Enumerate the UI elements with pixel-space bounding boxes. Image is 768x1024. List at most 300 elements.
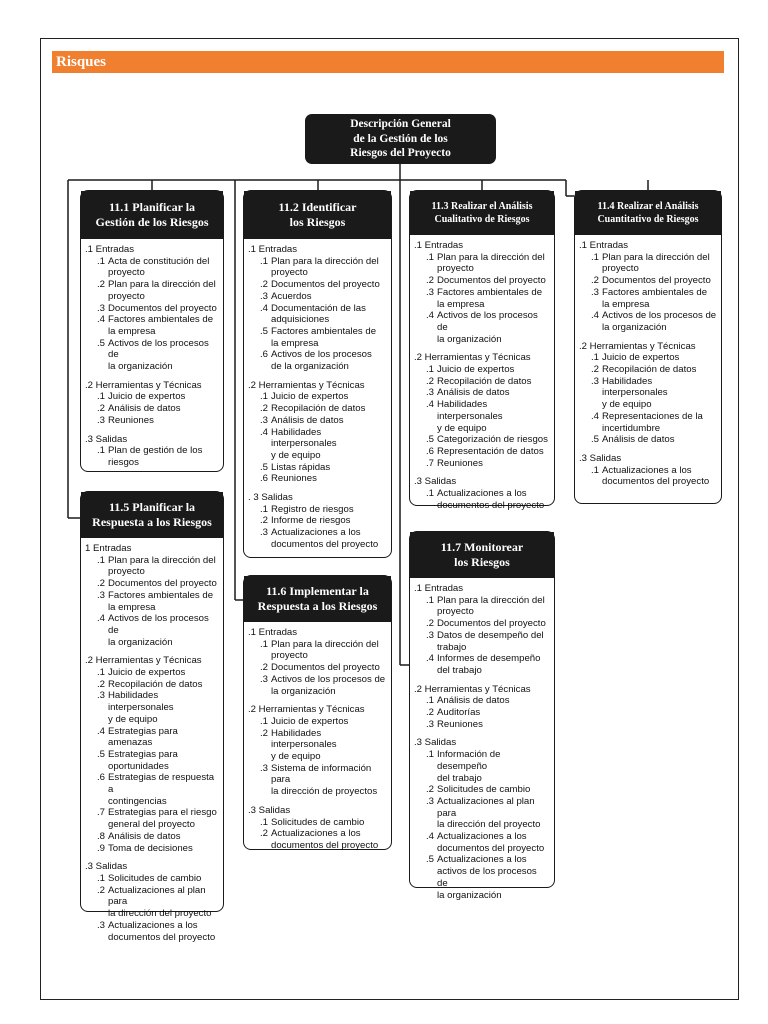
list-item: [248, 403, 387, 415]
section-title: .3 Salidas: [85, 861, 128, 873]
list-item: [85, 445, 219, 468]
item-number: .4: [425, 399, 434, 411]
item-number: .6: [259, 473, 268, 485]
list-item: [414, 653, 550, 676]
item-text: Plan para la dirección del proyecto: [437, 251, 545, 275]
process-box-p11-3: [409, 190, 555, 511]
item-text: Habilidades interpersonales y de equipo: [108, 690, 174, 725]
list-item: [414, 275, 550, 287]
item-number: .4: [96, 314, 105, 326]
section-title: .1 Entradas: [579, 240, 629, 251]
process-title: 11.2 Identificar los Riesgos: [244, 191, 391, 239]
item-text: Estrategias de respuesta a contingencias: [108, 772, 215, 807]
item-number: .5: [425, 434, 434, 446]
list-item: [248, 415, 387, 427]
item-text: Habilidades interpersonales y de equipo: [437, 399, 503, 434]
item-text: Plan para la dirección del proyecto: [108, 279, 216, 302]
item-text: Habilidades interpersonales y de equipo: [271, 426, 337, 461]
item-text: Activos de los procesos de la organización: [271, 673, 386, 697]
item-number: .1: [259, 255, 268, 267]
item-number: .6: [96, 772, 105, 784]
list-item: [414, 796, 550, 831]
section-title: .1 Entradas: [414, 240, 464, 251]
process-section: [579, 240, 717, 334]
list-item: [414, 399, 550, 434]
item-number: .4: [96, 725, 105, 737]
process-title: 11.1 Planificar la Gestión de los Riesgos: [81, 191, 223, 239]
process-body: [575, 235, 721, 492]
section-items: [248, 716, 387, 798]
item-text: Auditorías: [437, 707, 481, 719]
section-items: [414, 488, 550, 511]
item-number: .3: [259, 290, 268, 302]
list-item: [248, 504, 387, 516]
section-title: .1 Entradas: [414, 583, 464, 594]
item-text: Recopilación de datos: [437, 375, 532, 387]
item-text: Activos de los procesos de la organización: [437, 310, 538, 345]
item-number: .3: [425, 718, 434, 730]
item-text: Plan para la dirección del proyecto: [602, 251, 710, 275]
process-body: [81, 239, 223, 473]
section-items: [414, 364, 550, 469]
list-item: [85, 391, 219, 403]
item-number: .2: [96, 403, 105, 415]
list-item: [414, 784, 550, 796]
item-number: .2: [259, 662, 268, 674]
item-text: Listas rápidas: [271, 461, 331, 473]
section-items: [579, 352, 717, 446]
section-items: [248, 391, 387, 485]
item-text: Actualizaciones a los documentos del proyecto: [437, 831, 545, 854]
item-text: Documentos del proyecto: [602, 275, 711, 287]
item-number: .2: [259, 515, 268, 527]
item-text: Plan para la dirección del proyecto: [108, 554, 216, 578]
item-text: Informes de desempeño del trabajo: [437, 653, 541, 676]
list-item: [414, 595, 550, 618]
section-title: .3 Salidas: [248, 804, 291, 816]
process-section: [85, 380, 219, 427]
process-box-p11-6: [243, 575, 392, 850]
item-number: .4: [259, 302, 268, 314]
item-text: Activos de los procesos de la organización: [271, 349, 372, 373]
list-item: [579, 310, 717, 333]
list-item: [414, 630, 550, 653]
list-item: [85, 920, 219, 943]
list-item: [414, 618, 550, 630]
list-item: [248, 462, 387, 474]
list-item: [248, 256, 387, 279]
item-number: .1: [96, 391, 105, 403]
item-number: .4: [259, 426, 268, 438]
process-box-p11-5: [80, 491, 224, 943]
item-text: Juicio de expertos: [108, 391, 186, 403]
item-text: Activos de los procesos de la organización: [602, 310, 717, 333]
process-section: [248, 380, 387, 485]
list-item: [85, 590, 219, 613]
item-text: Actualizaciones al plan para la dirección del proyecto: [108, 884, 212, 920]
item-text: Actualizaciones a los documentos del proyecto: [271, 527, 379, 550]
section-title: .1 Entradas: [248, 627, 298, 638]
item-number: .5: [96, 748, 105, 760]
list-item: [85, 578, 219, 590]
process-box-p11-2: [243, 190, 392, 558]
process-body: [244, 622, 391, 856]
item-text: Reuniones: [437, 718, 483, 730]
list-item: [248, 515, 387, 527]
item-text: Actualizaciones a los documentos del proyecto: [271, 828, 379, 851]
section-title: .2 Herramientas y Técnicas: [579, 340, 696, 352]
list-item: [248, 716, 387, 728]
list-item: [85, 314, 219, 337]
item-number: .3: [96, 414, 105, 426]
list-item: [85, 256, 219, 279]
section-items: [85, 256, 219, 373]
item-text: Factores ambientales de la empresa: [602, 286, 708, 310]
item-text: Solicitudes de cambio: [271, 816, 365, 828]
item-number: .2: [96, 884, 105, 896]
item-number: .1: [590, 251, 599, 263]
item-number: .1: [425, 594, 434, 606]
item-number: .1: [259, 638, 268, 650]
process-section: [85, 244, 219, 373]
process-section: [248, 805, 387, 852]
section-title: .2 Herramientas y Técnicas: [414, 683, 531, 695]
list-item: [85, 667, 219, 679]
process-body: [81, 538, 223, 947]
item-text: Factores ambientales de la empresa: [108, 314, 214, 337]
item-text: Actualizaciones a los documentos del proyecto: [437, 488, 545, 511]
item-text: Factores ambientales de la empresa: [437, 286, 543, 310]
item-number: .2: [425, 618, 434, 630]
item-number: .1: [259, 816, 268, 828]
list-item: [85, 749, 219, 772]
process-title: 11.3 Realizar el Análisis Cualitativo de Riesgos: [410, 191, 554, 235]
item-text: Análisis de datos: [108, 403, 181, 415]
list-item: [85, 726, 219, 749]
item-number: .1: [96, 554, 105, 566]
item-number: .3: [425, 795, 434, 807]
process-title: 11.6 Implementar la Respuesta a los Riesgos: [244, 576, 391, 622]
list-item: [85, 279, 219, 302]
list-item: [248, 303, 387, 326]
process-box-p11-4: [574, 190, 722, 504]
process-title: 11.5 Planificar la Respuesta a los Riesgos: [81, 492, 223, 538]
process-section: [414, 352, 550, 469]
process-box-p11-1: [80, 190, 224, 472]
list-item: [248, 674, 387, 697]
section-items: [85, 873, 219, 943]
section-items: [248, 817, 387, 852]
process-section: [414, 240, 550, 345]
item-number: .4: [425, 653, 434, 665]
item-text: Juicio de expertos: [602, 352, 680, 364]
list-item: [414, 749, 550, 784]
item-text: Recopilación de datos: [108, 678, 203, 690]
item-number: .3: [425, 387, 434, 399]
list-item: [85, 555, 219, 578]
list-item: [579, 364, 717, 376]
item-text: Activos de los procesos de la organización: [108, 337, 209, 373]
item-number: .2: [425, 275, 434, 287]
list-item: [85, 303, 219, 315]
item-number: .1: [96, 872, 105, 884]
item-number: .3: [259, 414, 268, 426]
item-text: Análisis de datos: [437, 387, 510, 399]
list-item: [248, 728, 387, 763]
item-text: Acta de constitución del proyecto: [108, 255, 210, 279]
item-text: Actualizaciones a los documentos del proyecto: [108, 919, 216, 943]
item-text: Categorización de riesgos: [437, 434, 548, 446]
item-text: Reuniones: [108, 414, 154, 426]
item-text: Registro de riesgos: [271, 503, 354, 515]
section-title: 1 Entradas: [85, 543, 132, 554]
list-item: [414, 446, 550, 458]
process-title: 11.7 Monitorear los Riesgos: [410, 532, 554, 578]
item-text: Documentos del proyecto: [108, 578, 217, 590]
item-text: Documentos del proyecto: [437, 275, 546, 287]
list-item: [85, 772, 219, 807]
list-item: [579, 287, 717, 310]
list-item: [579, 376, 717, 411]
process-section: [85, 861, 219, 943]
section-title: .3 Salidas: [579, 452, 622, 464]
list-item: [414, 434, 550, 446]
item-number: .3: [259, 673, 268, 685]
process-section: [85, 434, 219, 469]
item-text: Información de desempeño del trabajo: [437, 749, 501, 784]
item-number: .1: [590, 352, 599, 364]
list-item: [579, 465, 717, 488]
item-text: Juicio de expertos: [108, 667, 186, 679]
list-item: [579, 352, 717, 364]
process-section: [248, 244, 387, 373]
item-number: .9: [96, 842, 105, 854]
list-item: [579, 411, 717, 434]
section-items: [248, 256, 387, 373]
item-text: Recopilación de datos: [602, 364, 697, 376]
item-number: .3: [590, 375, 599, 387]
item-text: Sistema de información para la dirección de proyectos: [271, 762, 378, 798]
list-item: [414, 387, 550, 399]
section-title: .1 Entradas: [85, 244, 135, 255]
process-section: [248, 492, 387, 551]
process-section: [414, 684, 550, 731]
item-text: Documentos del proyecto: [271, 662, 380, 674]
item-number: .3: [425, 286, 434, 298]
list-item: [248, 817, 387, 829]
item-number: .2: [259, 727, 268, 739]
process-section: [414, 583, 550, 677]
item-number: .2: [590, 275, 599, 287]
list-item: [414, 695, 550, 707]
list-item: [85, 415, 219, 427]
list-item: [579, 275, 717, 287]
section-title: . 3 Salidas: [248, 492, 293, 504]
item-text: Actualizaciones al plan para la dirección del proyecto: [437, 795, 541, 831]
item-text: Plan de gestión de los riesgos: [108, 445, 203, 468]
item-text: Reuniones: [271, 473, 317, 485]
item-text: Solicitudes de cambio: [108, 872, 202, 884]
list-item: [85, 831, 219, 843]
item-number: .3: [96, 919, 105, 931]
item-number: .2: [259, 403, 268, 415]
section-items: [85, 555, 219, 649]
list-item: [85, 690, 219, 725]
process-section: [414, 737, 550, 901]
process-section: [579, 341, 717, 446]
item-text: Análisis de datos: [437, 695, 510, 707]
list-item: [414, 488, 550, 511]
item-text: Estrategias para oportunidades: [108, 748, 178, 772]
list-item: [85, 613, 219, 648]
item-text: Informe de riesgos: [271, 515, 351, 527]
section-title: .3 Salidas: [414, 737, 457, 749]
process-section: [579, 453, 717, 488]
item-number: .7: [96, 807, 105, 819]
list-item: [248, 473, 387, 485]
list-item: [248, 279, 387, 291]
item-number: .5: [259, 325, 268, 337]
list-item: [579, 252, 717, 275]
list-item: [414, 707, 550, 719]
item-number: .4: [590, 310, 599, 322]
list-item: [85, 403, 219, 415]
item-number: .1: [96, 255, 105, 267]
item-text: Análisis de datos: [271, 414, 344, 426]
item-number: .4: [96, 613, 105, 625]
section-items: [579, 252, 717, 334]
item-number: .1: [259, 503, 268, 515]
item-number: .6: [259, 349, 268, 361]
list-item: [414, 854, 550, 901]
list-item: [248, 326, 387, 349]
list-item: [85, 843, 219, 855]
list-item: [248, 763, 387, 798]
item-number: .2: [96, 578, 105, 590]
section-items: [414, 252, 550, 346]
list-item: [248, 427, 387, 462]
section-title: .2 Herramientas y Técnicas: [414, 352, 531, 364]
item-text: Documentos del proyecto: [271, 279, 380, 291]
process-section: [248, 627, 387, 697]
item-text: Juicio de expertos: [271, 391, 349, 403]
list-item: [248, 527, 387, 550]
item-number: .2: [96, 279, 105, 291]
item-number: .5: [259, 461, 268, 473]
item-number: .5: [96, 337, 105, 349]
item-text: Acuerdos: [271, 290, 312, 302]
list-item: [414, 252, 550, 275]
process-section: [85, 543, 219, 648]
item-number: .1: [259, 715, 268, 727]
item-text: Solicitudes de cambio: [437, 784, 531, 796]
item-number: .2: [259, 279, 268, 291]
section-title: .2 Herramientas y Técnicas: [85, 379, 202, 391]
item-text: Datos de desempeño del trabajo: [437, 629, 544, 653]
item-number: .2: [425, 784, 434, 796]
list-item: [248, 662, 387, 674]
item-number: .2: [590, 364, 599, 376]
section-items: [414, 695, 550, 730]
item-text: Documentos del proyecto: [108, 302, 217, 314]
list-item: [85, 338, 219, 373]
item-text: Estrategias para el riesgo general del proyecto: [108, 807, 217, 831]
item-text: Juicio de expertos: [437, 364, 515, 376]
item-number: .4: [425, 831, 434, 843]
item-text: Toma de decisiones: [108, 842, 193, 854]
item-number: .2: [96, 678, 105, 690]
section-title: .3 Salidas: [85, 433, 128, 445]
item-text: Activos de los procesos de la organización: [108, 613, 209, 648]
item-number: .1: [425, 364, 434, 376]
section-banner: Risques: [52, 51, 724, 73]
item-text: Habilidades interpersonales y de equipo: [602, 375, 668, 411]
list-item: [579, 434, 717, 446]
list-item: [248, 828, 387, 851]
item-number: .5: [590, 434, 599, 446]
item-number: .3: [96, 302, 105, 314]
item-number: .3: [96, 690, 105, 702]
section-items: [85, 391, 219, 426]
section-items: [414, 749, 550, 901]
item-text: Representación de datos: [437, 445, 544, 457]
section-items: [85, 667, 219, 854]
item-text: Factores ambientales de la empresa: [108, 589, 214, 613]
item-number: .1: [590, 464, 599, 476]
section-items: [248, 504, 387, 551]
item-number: .1: [425, 749, 434, 761]
section-title: .2 Herramientas y Técnicas: [248, 704, 365, 716]
list-item: [248, 349, 387, 372]
item-number: .2: [425, 375, 434, 387]
list-item: [85, 873, 219, 885]
item-number: .1: [425, 488, 434, 500]
item-number: .1: [425, 695, 434, 707]
process-body: [244, 239, 391, 555]
process-box-p11-7: [409, 531, 555, 901]
list-item: [248, 391, 387, 403]
list-item: [414, 831, 550, 854]
list-item: [414, 310, 550, 345]
item-text: Documentación de las adquisiciones: [271, 302, 366, 326]
item-number: .8: [96, 830, 105, 842]
section-items: [248, 639, 387, 698]
item-text: Documentos del proyecto: [437, 618, 546, 630]
list-item: [414, 376, 550, 388]
section-title: .2 Herramientas y Técnicas: [85, 655, 202, 667]
list-item: [85, 885, 219, 920]
section-title: .2 Herramientas y Técnicas: [248, 379, 365, 391]
process-section: [414, 476, 550, 511]
list-item: [85, 807, 219, 830]
list-item: [248, 291, 387, 303]
item-text: Juicio de expertos: [271, 715, 349, 727]
item-text: Factores ambientales de la empresa: [271, 325, 377, 349]
process-section: [85, 655, 219, 854]
item-text: Estrategias para amenazas: [108, 725, 178, 749]
item-number: .2: [425, 707, 434, 719]
item-number: .3: [425, 629, 434, 641]
section-title: .3 Salidas: [414, 476, 457, 488]
item-text: Recopilación de datos: [271, 403, 366, 415]
process-section: [248, 704, 387, 798]
section-items: [414, 595, 550, 677]
item-number: .2: [259, 828, 268, 840]
list-item: [85, 679, 219, 691]
overview-node: Descripción General de la Gestión de los Riesgos del Proyecto: [305, 114, 496, 164]
item-text: Plan para la dirección del proyecto: [271, 638, 379, 662]
process-body: [410, 578, 554, 905]
